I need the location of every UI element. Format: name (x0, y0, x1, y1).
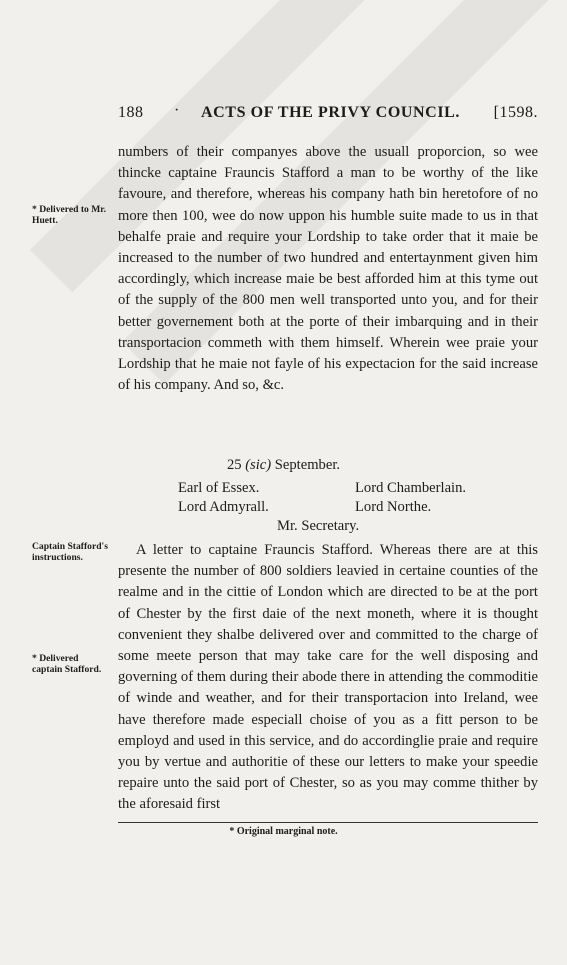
attendee-secretary: Mr. Secretary. (277, 518, 360, 534)
attendee-chamberlain: Lord Chamberlain. (355, 480, 467, 496)
margin-note-instructions: Captain Stafford's instructions. (32, 541, 108, 563)
footnote: * Original marginal note. (229, 826, 338, 837)
running-title: ACTS OF THE PRIVY COUNCIL. (201, 104, 461, 121)
header-year: [1598. (493, 104, 538, 121)
paragraph-letter-stafford: A letter to captaine Frauncis Stafford. Whereas there are at this presente the number of 800 soldiers leavied in certaine counties of the realme and in the cittie of London which are directed to be at the port of Chester by the first daie of the next moneth, where it is thought convenient they shalbe delivered over and committed to the charge of some meete person that may take care for the well disposing and governing of them during their abode there in attending the commoditie of winde and weather, and for their transportacion into Ireland, wee have therefore made especiall choise of you as a fitt person to be employd and used in this service, and do accordinglie praie and require you by vertue and authoritie of these our letters to make your speedie repaire unto the said port of Chester, so as you may comme thither by the aforesaid first (118, 542, 538, 813)
date-day: 25 (226, 457, 242, 473)
page-header (116, 104, 538, 128)
date-month: September. (274, 457, 341, 473)
margin-note-delivered-stafford: * Delivered captain Stafford. (32, 653, 102, 675)
attendee-essex: Earl of Essex. (178, 480, 260, 496)
date-heading (0, 457, 567, 474)
page-number: 188 (118, 104, 144, 121)
header-separator: · (174, 102, 180, 119)
attendee-admyrall: Lord Admyrall. (178, 499, 269, 515)
paragraph-continued: numbers of their companyes above the usuall proporcion, so wee thincke captaine Frauncis Stafford a man to be worthy of the like favoure, and therefore, whereas his company hath bin heretofore of no more then 100, wee do now uppon his humble suite made to us in that behalfe praie and require your Lordship to take order that it maie be increased to the number of two hundred and entertaynment given him accordingly, which increase maie be best afforded him at this tyme out of the supply of the 800 men well transported unto you, and for their better governement both at the porte of their imbarquing and in their transportacion commeth with them himself. Wherein wee praie your Lordship that he maie not fayle of his expectacion for the said increase of his company. And so, &c. (118, 144, 538, 394)
sic-note: (sic) (245, 457, 272, 473)
margin-note-delivered-huett: * Delivered to Mr. Huett. (32, 204, 107, 226)
footnote-rule (118, 822, 538, 823)
attendee-northe: Lord Northe. (355, 499, 432, 515)
